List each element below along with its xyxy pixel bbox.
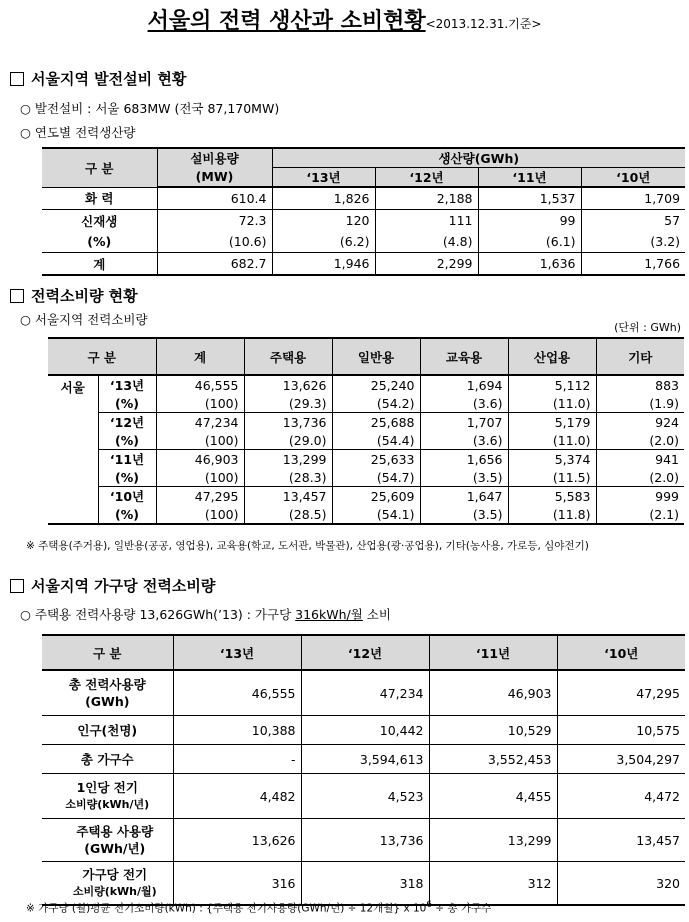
cell: (28.3) — [244, 468, 332, 487]
table-row — [48, 375, 684, 394]
cell: (3.5) — [420, 468, 508, 487]
section2-heading-text: 전력소비량 현황 — [31, 287, 138, 305]
table-row — [48, 450, 684, 469]
cell: (3.2) — [581, 231, 685, 253]
checkbox-square-icon — [10, 579, 24, 593]
unit-label: (단위 : GWh) — [614, 321, 681, 334]
header-generation: 생산량(GWh) — [272, 148, 685, 168]
generation-table — [42, 147, 685, 276]
cell: (100) — [156, 431, 244, 450]
cell: 13,626 — [244, 375, 332, 394]
table-row — [42, 774, 685, 819]
region-label-seoul: 서울 — [48, 375, 98, 524]
row-label: 인구(천명) — [42, 716, 173, 745]
section1-bullet1 — [20, 99, 279, 117]
cell: 5,374 — [508, 450, 596, 469]
header-capacity-unit: (MW) — [157, 168, 272, 188]
cell: 13,736 — [244, 413, 332, 432]
row-label — [42, 670, 173, 716]
cell: 1,537 — [478, 187, 581, 210]
row-label-line2: (GWh) — [85, 694, 130, 709]
header-year: ‘11년 — [429, 635, 557, 670]
cell: (3.6) — [420, 431, 508, 450]
cell: 682.7 — [157, 253, 272, 276]
cell: (11.8) — [508, 505, 596, 524]
header-year: ‘10년 — [581, 168, 685, 188]
cell: 4,455 — [429, 774, 557, 819]
cell: 3,552,453 — [429, 745, 557, 774]
cell: 1,656 — [420, 450, 508, 469]
row-label: (%) — [42, 231, 157, 253]
table-row — [42, 670, 685, 716]
row-label: ‘10년 — [98, 487, 156, 506]
cell: (4.8) — [375, 231, 478, 253]
cell: 2,188 — [375, 187, 478, 210]
section2-bullet1 — [20, 310, 148, 328]
cell: 2,299 — [375, 253, 478, 276]
header-gubun: 구 분 — [48, 338, 156, 375]
consumption-header-row — [48, 338, 684, 375]
cell: 13,457 — [244, 487, 332, 506]
row-label: ‘13년 — [98, 375, 156, 394]
row-label: ‘11년 — [98, 450, 156, 469]
cell: 47,295 — [557, 670, 685, 716]
cell: 46,903 — [156, 450, 244, 469]
row-label-line2: 소비량(kWh/년) — [65, 798, 150, 811]
section1-bullet1-text: 발전설비 : 서울 683MW (전국 87,170MW) — [34, 101, 280, 116]
cell: (54.1) — [332, 505, 420, 524]
section1-heading-text: 서울지역 발전설비 현황 — [31, 70, 187, 88]
cell: (54.7) — [332, 468, 420, 487]
header-gubun: 구 분 — [42, 148, 157, 187]
row-label: 계 — [42, 253, 157, 276]
row-label: (%) — [98, 505, 156, 524]
cell: (29.3) — [244, 394, 332, 413]
header-column: 계 — [156, 338, 244, 375]
header-column: 일반용 — [332, 338, 420, 375]
cell: 25,688 — [332, 413, 420, 432]
section1-bullet2-text: 연도별 전력생산량 — [34, 125, 136, 140]
section3-bullet1 — [20, 605, 391, 623]
cell: 1,694 — [420, 375, 508, 394]
table-row — [42, 231, 685, 253]
row-label — [42, 819, 173, 862]
cell: 1,766 — [581, 253, 685, 276]
cell: 5,583 — [508, 487, 596, 506]
row-label-line1: 주택용 사용량 — [76, 824, 154, 839]
cell: 13,299 — [244, 450, 332, 469]
cell: 57 — [581, 210, 685, 232]
cell: (2.1) — [596, 505, 684, 524]
cell: 25,633 — [332, 450, 420, 469]
cell: 4,523 — [301, 774, 429, 819]
table-row — [48, 505, 684, 524]
cell: (1.9) — [596, 394, 684, 413]
cell: (3.5) — [420, 505, 508, 524]
cell: 1,709 — [581, 187, 685, 210]
section3-note — [26, 900, 491, 916]
title-date: <2013.12.31.기준> — [425, 17, 542, 31]
cell: 4,472 — [557, 774, 685, 819]
section3-note-text: ※ 가구당 (월)평균 전기소비량(kWh) : {주택용 전기사용량(GWh/년) ÷ 12개월} x 10 — [26, 902, 427, 915]
cell: 4,482 — [173, 774, 301, 819]
header-capacity: 설비용량 — [157, 148, 272, 168]
cell: (28.5) — [244, 505, 332, 524]
cell: 1,946 — [272, 253, 375, 276]
cell: 320 — [557, 862, 685, 906]
checkbox-square-icon — [10, 289, 24, 303]
header-year: ‘12년 — [375, 168, 478, 188]
household-table — [42, 634, 685, 906]
circle-bullet-icon: ○ — [20, 607, 35, 622]
row-label: 신재생 — [42, 210, 157, 232]
table-row — [48, 394, 684, 413]
cell: (2.0) — [596, 468, 684, 487]
checkbox-square-icon — [10, 72, 24, 86]
cell: 47,234 — [301, 670, 429, 716]
cell: 318 — [301, 862, 429, 906]
header-year: ‘12년 — [301, 635, 429, 670]
cell: (100) — [156, 468, 244, 487]
cell: 924 — [596, 413, 684, 432]
cell: 999 — [596, 487, 684, 506]
circle-bullet-icon: ○ — [20, 312, 35, 327]
table-row — [42, 210, 685, 232]
cell: 13,736 — [301, 819, 429, 862]
generation-header-row — [42, 148, 685, 168]
header-column: 주택용 — [244, 338, 332, 375]
household-header-row — [42, 635, 685, 670]
section3-bullet-suffix: 소비 — [362, 607, 391, 622]
cell: 5,179 — [508, 413, 596, 432]
consumption-table — [48, 337, 684, 525]
cell: 941 — [596, 450, 684, 469]
row-label: (%) — [98, 468, 156, 487]
section2-note: ※ 주택용(주거용), 일반용(공공, 영업용), 교육용(학교, 도서관, 박물관), 산업용(광·공업용), 기타(농사용, 가로등, 심야전기) — [26, 540, 589, 552]
cell: 610.4 — [157, 187, 272, 210]
cell: 1,707 — [420, 413, 508, 432]
row-label-line1: 총 전력사용량 — [68, 677, 146, 692]
cell: (54.2) — [332, 394, 420, 413]
cell: 1,647 — [420, 487, 508, 506]
cell: 10,388 — [173, 716, 301, 745]
title-main: 서울의 전력 생산과 소비현황 — [147, 9, 426, 34]
row-label-line2: 소비량(kWh/월) — [72, 885, 157, 898]
cell: 10,529 — [429, 716, 557, 745]
table-row — [42, 253, 685, 276]
cell: 47,295 — [156, 487, 244, 506]
cell: (11.0) — [508, 394, 596, 413]
section3-heading-text: 서울지역 가구당 전력소비량 — [31, 577, 216, 595]
section3-note-suffix: ÷ 총 가구수 — [431, 902, 492, 915]
section3-bullet-text: 주택용 전력사용량 13,626GWh(’13) : 가구당 — [34, 607, 296, 622]
header-year: ‘11년 — [478, 168, 581, 188]
cell: 25,609 — [332, 487, 420, 506]
cell: 316 — [173, 862, 301, 906]
cell: 72.3 — [157, 210, 272, 232]
cell: 25,240 — [332, 375, 420, 394]
cell: 10,442 — [301, 716, 429, 745]
cell: (100) — [156, 394, 244, 413]
cell: 99 — [478, 210, 581, 232]
cell: 13,299 — [429, 819, 557, 862]
cell: 10,575 — [557, 716, 685, 745]
table-row — [42, 716, 685, 745]
section3-bullet-highlight: 316kWh/월 — [295, 607, 363, 622]
section3-note-exponent: 6 — [426, 900, 432, 910]
header-gubun: 구 분 — [42, 635, 173, 670]
cell: (29.0) — [244, 431, 332, 450]
circle-bullet-icon: ○ — [20, 125, 35, 140]
circle-bullet-icon: ○ — [20, 101, 35, 116]
cell: 312 — [429, 862, 557, 906]
cell: (2.0) — [596, 431, 684, 450]
section3-heading — [10, 575, 215, 596]
row-label: 총 가구수 — [42, 745, 173, 774]
cell: 120 — [272, 210, 375, 232]
section1-heading — [10, 68, 186, 89]
header-column: 산업용 — [508, 338, 596, 375]
cell: 47,234 — [156, 413, 244, 432]
cell: 5,112 — [508, 375, 596, 394]
cell: (11.5) — [508, 468, 596, 487]
cell: (3.6) — [420, 394, 508, 413]
header-column: 기타 — [596, 338, 684, 375]
table-row — [42, 745, 685, 774]
page-title — [0, 4, 689, 35]
table-row — [48, 468, 684, 487]
cell: 3,504,297 — [557, 745, 685, 774]
cell: 1,636 — [478, 253, 581, 276]
table-row — [42, 187, 685, 210]
row-label-line2: (GWh/년) — [84, 841, 146, 856]
table-row — [42, 819, 685, 862]
row-label-line1: 가구당 전기 — [82, 867, 148, 882]
row-label: 화 력 — [42, 187, 157, 210]
header-year: ‘10년 — [557, 635, 685, 670]
row-label — [42, 774, 173, 819]
cell: - — [173, 745, 301, 774]
row-label: ‘12년 — [98, 413, 156, 432]
row-label: (%) — [98, 394, 156, 413]
section1-bullet2 — [20, 123, 135, 141]
cell: (6.1) — [478, 231, 581, 253]
section2-bullet1-text: 서울지역 전력소비량 — [34, 312, 148, 327]
cell: (11.0) — [508, 431, 596, 450]
cell: 1,826 — [272, 187, 375, 210]
cell: (54.4) — [332, 431, 420, 450]
cell: 883 — [596, 375, 684, 394]
table-row — [42, 862, 685, 906]
cell: (100) — [156, 505, 244, 524]
section2-heading — [10, 285, 138, 306]
header-year: ‘13년 — [173, 635, 301, 670]
table-row — [48, 413, 684, 432]
table-row — [48, 487, 684, 506]
row-label-line1: 1인당 전기 — [76, 780, 138, 795]
cell: 13,457 — [557, 819, 685, 862]
cell: (10.6) — [157, 231, 272, 253]
cell: 46,903 — [429, 670, 557, 716]
cell: 13,626 — [173, 819, 301, 862]
header-year: ‘13년 — [272, 168, 375, 188]
header-column: 교육용 — [420, 338, 508, 375]
row-label — [42, 862, 173, 906]
cell: (6.2) — [272, 231, 375, 253]
cell: 111 — [375, 210, 478, 232]
cell: 46,555 — [173, 670, 301, 716]
cell: 3,594,613 — [301, 745, 429, 774]
table-row — [48, 431, 684, 450]
cell: 46,555 — [156, 375, 244, 394]
row-label: (%) — [98, 431, 156, 450]
